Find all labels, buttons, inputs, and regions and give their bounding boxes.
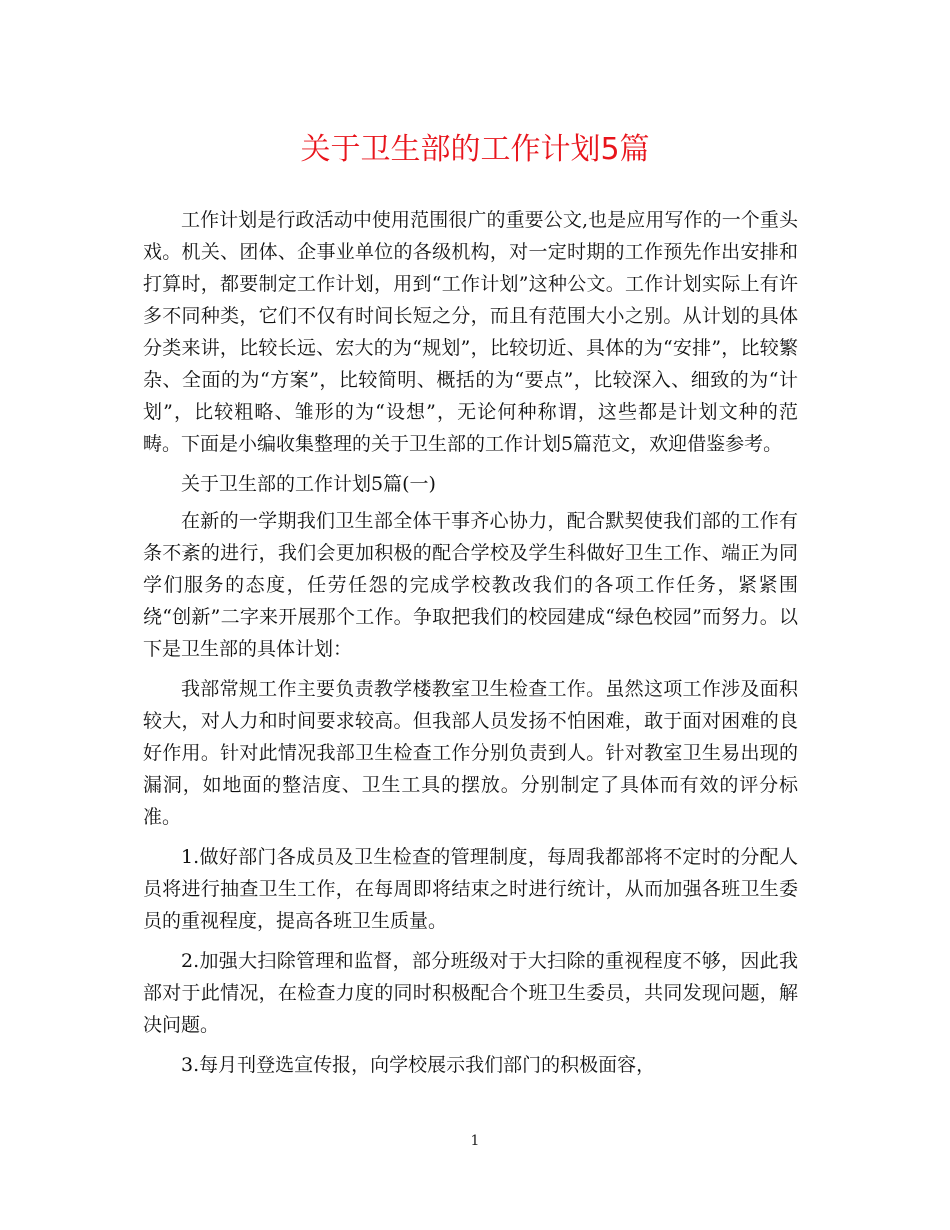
body-paragraph: 我部常规工作主要负责教学楼教室卫生检查工作。虽然这项工作涉及面积较大，对人力和时间要求较高。但我部人员发扬不怕困难，敢于面对困难的良好作用。针对此情况我部卫生检查工作分别负责到人。针对教室卫生易出现的漏洞，如地面的整洁度、卫生工具的摆放。分别制定了具体而有效的评分标准。	[143, 678, 798, 828]
intro-paragraph: 工作计划是行政活动中使用范围很广的重要公文,也是应用写作的一个重头戏。机关、团体、企事业单位的各级机构，对一定时期的工作预先作出安排和打算时，都要制定工作计划，用到“工作计划”这种公文。工作计划实际上有许多不同种类，它们不仅有时间长短之分，而且有范围大小之别。从计划的具体分类来讲，比较长远、宏大的为“规划”，比较切近、具体的为“安排”，比较繁杂、全面的为“方案”，比较简明、概括的为“要点”，比较深入、细致的为“计划”，比较粗略、雏形的为“设想”，无论何种称谓，这些都是计划文种的范畴。下面是小编收集整理的关于卫生部的工作计划5篇范文，欢迎借鉴参考。	[143, 209, 798, 455]
list-item-paragraph: 2.加强大扫除管理和监督，部分班级对于大扫除的重视程度不够，因此我部对于此情况，在检查力度的同时积极配合个班卫生委员，共同发现问题，解决问题。	[143, 950, 798, 1036]
section-heading: 关于卫生部的工作计划5篇(一)	[181, 473, 436, 495]
document-title: 关于卫生部的工作计划5篇	[300, 132, 650, 167]
list-item-paragraph: 1.做好部门各成员及卫生检查的管理制度，每周我都部将不定时的分配人员将进行抽查卫生工作，在每周即将结束之时进行统计，从而加强各班卫生委员的重视程度，提高各班卫生质量。	[143, 846, 798, 932]
body-paragraph: 在新的一学期我们卫生部全体干事齐心协力，配合默契使我们部的工作有条不紊的进行，我们会更加积极的配合学校及学生科做好卫生工作、端正为同学们服务的态度，任劳任怨的完成学校教改我们的各项工作任务，紧紧围绕“创新”二字来开展那个工作。争取把我们的校园建成“绿色校园”而努力。以下是卫生部的具体计划：	[143, 510, 798, 660]
page-number: 1	[470, 1133, 480, 1149]
document-body	[143, 204, 798, 1089]
list-item-paragraph: 3.每月刊登选宣传报，向学校展示我们部门的积极面容，	[181, 1054, 656, 1076]
